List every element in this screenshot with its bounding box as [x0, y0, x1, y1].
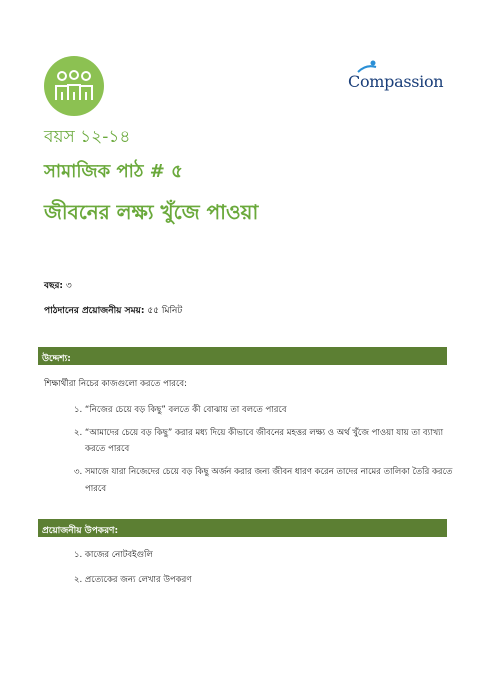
year-label: বছর:	[44, 281, 64, 291]
objectives-heading: উদ্দেশ্য:	[38, 347, 447, 365]
lesson-title: জীবনের লক্ষ্য খুঁজে পাওয়া	[44, 200, 259, 224]
time-label: পাঠদানের প্রয়োজনীয় সময়:	[44, 306, 145, 316]
objectives-intro: শিক্ষার্থীরা নিচের কাজগুলো করতে পারবে:	[44, 379, 187, 389]
objective-item: ১. “নিজের চেয়ে বড় কিছু” বলতে কী বোঝায় তা বলতে পারবে	[74, 405, 287, 415]
materials-heading: প্রয়োজনীয় উপকরণ:	[38, 519, 447, 537]
lesson-label: সামাজিক পাঠ # ৫	[44, 161, 183, 182]
age-range: বয়স ১২-১৪	[44, 127, 131, 147]
year-row	[44, 278, 72, 293]
age-group-logo	[44, 56, 104, 116]
time-row	[44, 303, 182, 318]
objective-item: ৩. সমাজে যারা নিজেদের চেয়ে বড় কিছু অর্জন করার জন্য জীবন ধারণ করেন তাদের নামের তালিকা তৈরি করতে	[74, 467, 453, 477]
objective-item-continued: করতে পারবে	[85, 444, 130, 454]
year-value: ৩	[65, 281, 72, 291]
objective-item: ২. “আমাদের চেয়ে বড় কিছু” করার মধ্য দিয়ে কীভাবে জীবনের মহত্তর লক্ষ্য ও অর্থ খুঁজে পাওয়া যায় তা ব্যাখ্যা	[74, 428, 444, 438]
material-item: ১. কাজের নোটবইগুলি	[74, 550, 153, 560]
time-value: ৫৫ মিনিট	[147, 306, 183, 316]
brand-name: Compassion	[348, 72, 444, 91]
objective-item-continued: পারবে	[85, 484, 107, 494]
people-group-icon	[44, 56, 104, 116]
material-item: ২. প্রত্যেকের জন্য লেখার উপকরণ	[74, 575, 192, 585]
compassion-logo	[348, 60, 448, 96]
